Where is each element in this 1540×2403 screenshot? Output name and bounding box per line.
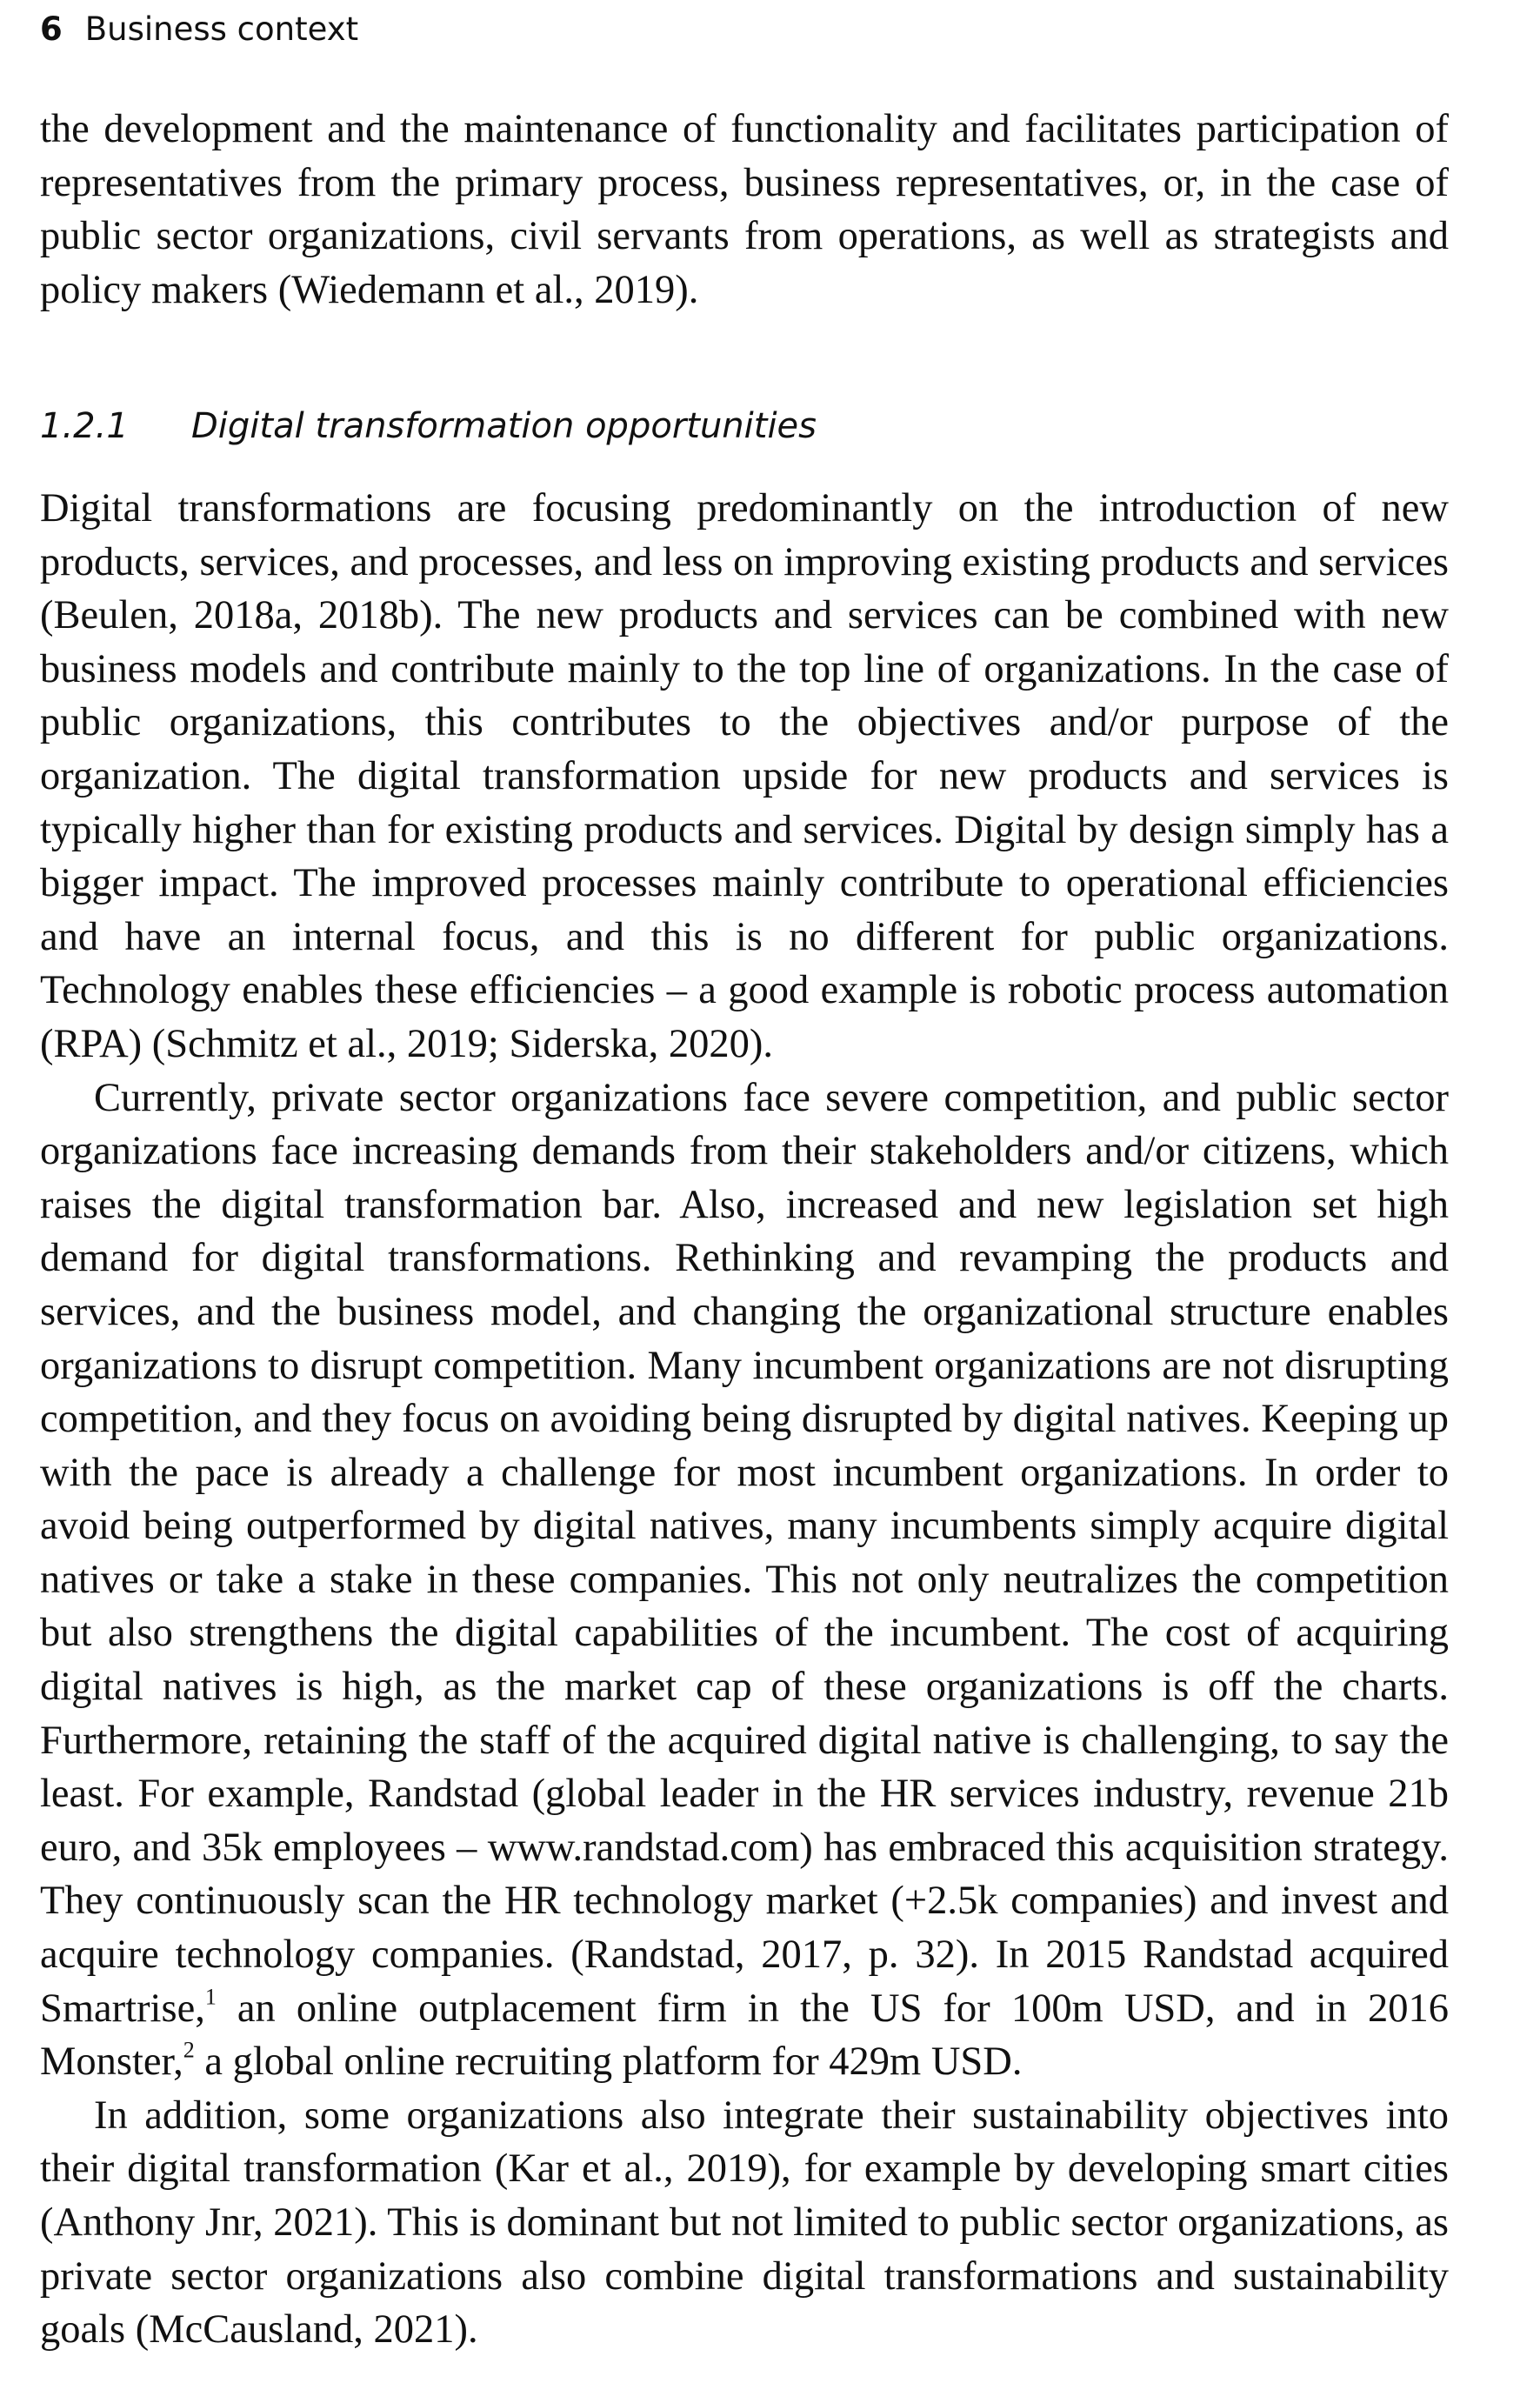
paragraph-3: In addition, some organizations also integrate their sustainability objectives into their digital transformation (Kar et al., 2019), for example by developing smart cities (Anthony Jnr, 2021). This is dominant but not limited to public sector organizations, as private sector organizations also combine digital transformations and sustainability goals (McCausland, 2021).	[40, 2093, 1449, 2353]
paragraph-2	[40, 1071, 1449, 2089]
footnote-ref-1[interactable]: 1	[204, 1984, 217, 2010]
running-head-title: Business context	[84, 10, 359, 48]
intro-paragraph: the development and the maintenance of functionality and facilitates participation of representatives from the primary process, business representatives, or, in the case of public sector organizations, civil servants from operations, as well as strategists and policy makers (Wiedemann et al., 2019).	[40, 107, 1449, 312]
paragraph-1: Digital transformations are focusing predominantly on the introduction of new products, services, and processes, and less on improving existing products and services (Beulen, 2018a, 2018b). The new products and services can be combined with new business models and contribute mainly to the top line of organizations. In the case of public organizations, this contributes to the objectives and/or purpose of the organization. The digital transformation upside for new products and services is typically higher than for existing products and services. Digital by design simply has a bigger impact. The improved processes mainly contribute to operational efficiencies and have an internal focus, and this is no different for public organizations. Technology enables these efficiencies – a good example is robotic process automation (RPA) (Schmitz et al., 2019; Siderska, 2020).	[40, 486, 1449, 1066]
section-number: 1.2.1	[40, 406, 129, 446]
section-title: Digital transformation opportunities	[191, 406, 817, 446]
paragraph-2-text-b: an online outplacement firm in the US for 100m USD, and in 2016 Monster,	[40, 1986, 1449, 2085]
section-body	[40, 482, 1449, 2357]
footnote-ref-2[interactable]: 2	[183, 2037, 195, 2063]
book-page	[40, 0, 1473, 2403]
page-number: 6	[40, 10, 63, 48]
paragraph-2-text-c: a global online recruiting platform for 429m USD.	[194, 2039, 1023, 2085]
paragraph-2-text-a: Currently, private sector organizations face severe competition, and public sector organizations face increasing demands from their stakeholders and/or citizens, which raises the digital transformation bar. Also, increased and new legislation set high demand for digital transformations. Rethinking and revamping the products and services, and the business model, and changing the organizational structure enables organizations to disrupt competition. Many incumbent organizations are not disrupting competition, and they focus on avoiding being disrupted by digital natives. Keeping up with the pace is already a challenge for most incumbent organizations. In order to avoid being outperformed by digital natives, many incumbents simply acquire digital natives or take a stake in these companies. This not only neutralizes the competition but also strengthens the digital capabilities of the incumbent. The cost of acquiring digital natives is high, as the market cap of these organizations is off the charts. Furthermore, retaining the staff of the acquired digital native is challenging, to say the least. For example, Randstad (global leader in the HR services industry, revenue 21b euro, and 35k employees – www.​randstad.com) has embraced this acquisition strategy. They continuously scan the HR technology market (+2.5k companies) and invest and acquire technology companies. (Randstad, 2017, p. 32). In 2015 Randstad acquired Smartrise,	[40, 1075, 1449, 2031]
section-heading	[40, 402, 817, 451]
running-head	[40, 7, 358, 52]
